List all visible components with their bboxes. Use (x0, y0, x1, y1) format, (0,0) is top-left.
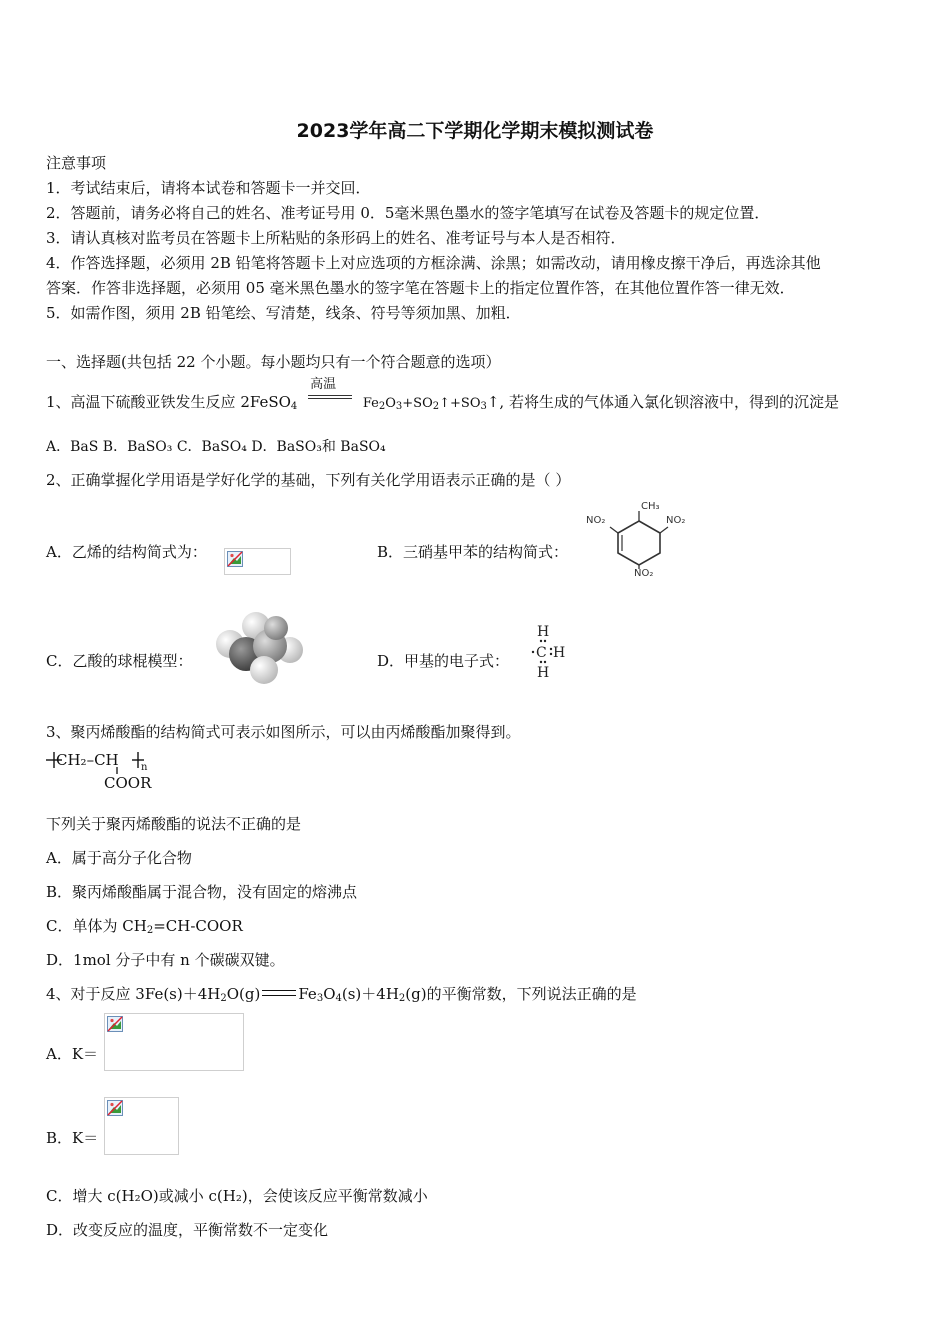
option-d: D．甲基的电子式： (377, 652, 510, 670)
electron-c: C (536, 645, 547, 661)
equilibrium-arrow (262, 988, 296, 998)
notice-item: 3．请认真核对监考员在答题卡上所粘贴的条形码上的姓名、准考证号与本人是否相符． (46, 229, 626, 247)
broken-image-icon (227, 551, 243, 567)
notice-item: 2．答题前，请务必将自己的姓名、准考证号用 0．5毫米黑色墨水的签字笔填写在试卷及答题卡的规定位置． (46, 204, 770, 222)
question-1-options: A．BaS B．BaSO₃ C．BaSO₄ D．BaSO₃和 BaSO₄ (46, 439, 386, 455)
electron-h: H (537, 624, 550, 640)
question-3-stem: 3、聚丙烯酸酯的结构简式可表示如图所示，可以由丙烯酸酯加聚得到。 (46, 723, 521, 741)
k-expression-image (104, 1097, 179, 1155)
broken-image-icon (107, 1100, 123, 1116)
formula-main: CH₂–CH (56, 751, 119, 769)
acetic-acid-ball-model (206, 608, 306, 688)
question-4-stem: 4、对于反应 $3Fe(s)+4H_2O(g)$ $Fe_3O_4(s)+4H_2(g)$的平衡常数，下列说法正确的是 (46, 985, 637, 1004)
trinitrotoluene-structure (584, 499, 694, 577)
option-b: B．K＝ (46, 1129, 99, 1147)
option-b: B．聚丙烯酸酯属于混合物，没有固定的熔沸点 (46, 883, 358, 901)
option-c: C．乙酸的球棍模型： (46, 652, 193, 670)
methyl-electron-formula (530, 622, 574, 682)
option-a: A．乙烯的结构简式为： (46, 543, 207, 561)
option-d: D．1mol 分子中有 n 个碳碳双键。 (46, 951, 285, 969)
electron-h: H (553, 645, 566, 661)
k-expression-image (104, 1013, 244, 1071)
section-heading: 一、选择题(共包括 22 个小题。每小题均只有一个符合题意的选项） (46, 353, 501, 371)
notice-item: 4．作答选择题，必须用 2B 铅笔将答题卡上对应选项的方框涂满、涂黑；如需改动，请用橡皮擦干净后，再选涂其他 (46, 254, 821, 272)
broken-image-icon (107, 1016, 123, 1032)
tnt-no2-label: NO₂ (586, 515, 606, 526)
polyacrylate-formula (44, 746, 174, 794)
option-d: D．改变反应的温度，平衡常数不一定变化 (46, 1221, 329, 1239)
notice-item: 1．考试结束后，请将本试卷和答题卡一并交回． (46, 179, 371, 197)
formula-coor: COOR (104, 774, 152, 792)
ethylene-structure-image (224, 548, 291, 575)
option-c: C．单体为 $CH_2=CH$-COOR (46, 917, 243, 936)
notice-item: 5．如需作图，须用 2B 铅笔绘、写清楚，线条、符号等须加黑、加粗． (46, 304, 521, 322)
reaction-condition-arrow: 高温 (308, 389, 352, 409)
question-1-stem: 1、高温下硫酸亚铁发生反应 2FeSO$_4$ 高温 $Fe_2O_3+SO_2↑+SO_3↑$, 若将生成的气体通入氯化钡溶液中，得到的沉淀是 (46, 377, 839, 412)
page-title: 2023学年高二下学期化学期末模拟测试卷 (296, 120, 654, 142)
option-c: C．增大 c(H₂O)或减小 c(H₂)，会使该反应平衡常数减小 (46, 1187, 428, 1205)
formula-n: n (141, 762, 148, 773)
electron-h: H (537, 665, 550, 681)
tnt-no2-label: NO₂ (634, 568, 654, 577)
tnt-no2-label: NO₂ (666, 515, 686, 526)
option-b: B．三硝基甲苯的结构简式： (377, 543, 569, 561)
tnt-ch3-label: CH₃ (641, 501, 660, 512)
option-a: A．属于高分子化合物 (46, 849, 192, 867)
question-3-prompt: 下列关于聚丙烯酸酯的说法不正确的是 (46, 815, 302, 833)
notice-heading: 注意事项 (46, 154, 107, 172)
notice-item: 答案．作答非选择题，必须用 05 毫米黑色墨水的签字笔在答题卡上的指定位置作答，在其他位置作答一律无效． (46, 279, 795, 297)
question-2-stem: 2、正确掌握化学用语是学好化学的基础，下列有关化学用语表示正确的是（ ） (46, 471, 571, 489)
option-a: A．K＝ (46, 1045, 99, 1063)
